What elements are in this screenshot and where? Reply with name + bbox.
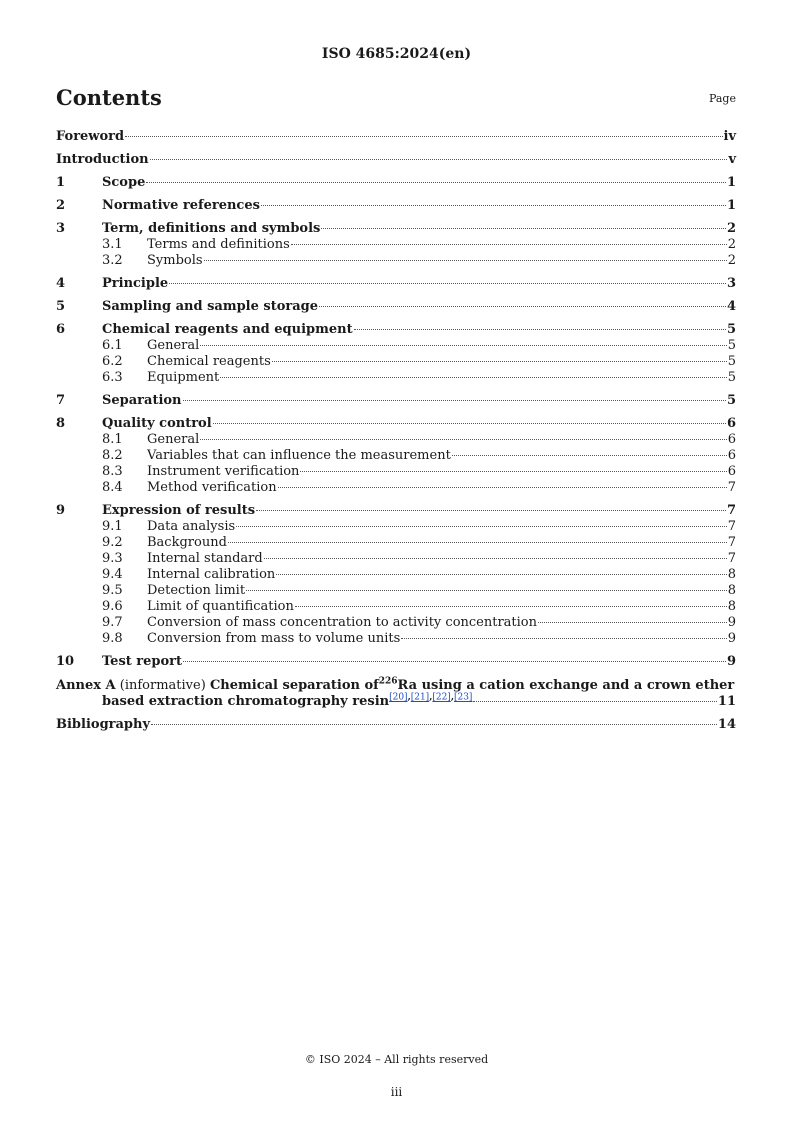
dot-leader — [291, 244, 727, 245]
toc-number: 3 — [56, 221, 66, 236]
toc-entry-9-1[interactable] — [56, 519, 736, 535]
toc-number: 9.8 — [102, 631, 123, 646]
toc-page: 5 — [726, 322, 736, 337]
citation-link[interactable]: [20] — [389, 692, 408, 703]
toc-number: 4 — [56, 276, 66, 291]
citation-link[interactable]: [21] — [410, 692, 430, 703]
toc-page: 7 — [726, 503, 736, 518]
toc-number: 9.4 — [102, 567, 123, 582]
dot-leader — [228, 542, 727, 543]
toc-title: Data analysis — [147, 519, 236, 534]
toc-page: 7 — [727, 519, 736, 534]
toc-title: Test report — [102, 654, 183, 669]
annex-superscript: 226 — [378, 676, 398, 687]
dot-leader — [146, 182, 726, 183]
toc-title: Chemical reagents — [147, 354, 271, 369]
toc-entry-8-4[interactable] — [56, 480, 736, 496]
dot-leader — [319, 306, 726, 307]
annex-label: Annex A — [56, 678, 116, 693]
toc-entry-9[interactable] — [56, 503, 736, 519]
toc-number: 8.1 — [102, 432, 123, 447]
toc-page: 6 — [727, 432, 736, 447]
annex-title-post: Ra using a cation exchange and a crown ether — [397, 678, 735, 693]
toc-title: Conversion of mass concentration to activity concentration — [147, 615, 538, 630]
toc-title: General — [147, 432, 200, 447]
toc-page: 8 — [727, 599, 736, 614]
toc-number: 5 — [56, 299, 66, 314]
toc-title: Conversion from mass to volume units — [147, 631, 401, 646]
toc-entry-9-6[interactable] — [56, 599, 736, 615]
toc-entry-8-1[interactable] — [56, 432, 736, 448]
dot-leader — [183, 661, 726, 662]
toc-number: 6.2 — [102, 354, 123, 369]
toc-title: Terms and definitions — [147, 237, 290, 252]
toc-title: Foreword — [56, 129, 125, 144]
toc-entry-6-1[interactable] — [56, 338, 736, 354]
toc-page: 5 — [727, 370, 736, 385]
dot-leader — [204, 260, 727, 261]
toc-entry-8-2[interactable] — [56, 448, 736, 464]
dot-leader — [538, 622, 727, 623]
toc-page: 5 — [726, 393, 736, 408]
toc-entry-annex-a-line2[interactable] — [56, 694, 736, 710]
toc-number: 8.2 — [102, 448, 123, 463]
dot-leader — [150, 159, 728, 160]
dot-leader — [183, 400, 726, 401]
toc-number: 6 — [56, 322, 66, 337]
toc-entry-6[interactable] — [56, 322, 736, 338]
dot-leader — [276, 574, 726, 575]
toc-entry-10[interactable] — [56, 654, 736, 670]
toc-title: Sampling and sample storage — [102, 299, 319, 314]
dot-leader — [278, 487, 727, 488]
toc-title: Chemical reagents and equipment — [102, 322, 353, 337]
table-of-contents — [56, 129, 736, 733]
citation-link[interactable]: [22] — [432, 692, 451, 703]
document-header: ISO 4685:2024(en) — [321, 46, 472, 62]
dot-leader — [473, 701, 716, 702]
toc-entry-7[interactable] — [56, 393, 736, 409]
toc-title: Normative references — [102, 198, 260, 213]
toc-entry-6-2[interactable] — [56, 354, 736, 370]
toc-page: iv — [723, 129, 736, 144]
toc-page: 5 — [727, 338, 736, 353]
toc-page: 6 — [727, 464, 736, 479]
toc-number: 9.6 — [102, 599, 123, 614]
toc-entry-3-2[interactable] — [56, 253, 736, 269]
toc-page: 9 — [727, 631, 736, 646]
toc-entry-9-7[interactable] — [56, 615, 736, 631]
page-column-label: Page — [708, 92, 736, 105]
copyright-footer: © ISO 2024 – All rights reserved — [304, 1053, 489, 1066]
dot-leader — [272, 361, 727, 362]
toc-title: Bibliography — [56, 717, 151, 732]
toc-entry-6-3[interactable] — [56, 370, 736, 386]
toc-number: 9.2 — [102, 535, 123, 550]
toc-page: 11 — [717, 694, 736, 709]
dot-leader — [213, 423, 726, 424]
toc-page: 2 — [727, 237, 736, 252]
toc-entry-4[interactable] — [56, 276, 736, 292]
toc-title: General — [147, 338, 200, 353]
dot-leader — [264, 558, 727, 559]
toc-number: 9.7 — [102, 615, 123, 630]
toc-number: 2 — [56, 198, 66, 213]
annex-title-line2: based extraction chromatography resin[20],[21],[22],[23] — [102, 692, 473, 709]
toc-title: Internal standard — [147, 551, 263, 566]
toc-entry-9-3[interactable] — [56, 551, 736, 567]
annex-title-pre: Chemical separation of — [209, 678, 379, 693]
toc-title: Principle — [102, 276, 169, 291]
toc-number: 3.1 — [102, 237, 123, 252]
toc-number: 8.3 — [102, 464, 123, 479]
dot-leader — [200, 345, 726, 346]
toc-title: Expression of results — [102, 503, 256, 518]
toc-page: 1 — [726, 175, 736, 190]
toc-entry-9-2[interactable] — [56, 535, 736, 551]
dot-leader — [200, 439, 726, 440]
toc-number: 3.2 — [102, 253, 123, 268]
toc-title: Introduction — [56, 152, 149, 167]
toc-number: 9.3 — [102, 551, 123, 566]
toc-entry-3[interactable] — [56, 221, 736, 237]
toc-page: 7 — [727, 551, 736, 566]
toc-entry-3-1[interactable] — [56, 237, 736, 253]
toc-page: 2 — [726, 221, 736, 236]
dot-leader — [295, 606, 727, 607]
dot-leader — [169, 283, 726, 284]
toc-title: Detection limit — [147, 583, 246, 598]
toc-number: 6.1 — [102, 338, 123, 353]
toc-page: 7 — [727, 480, 736, 495]
toc-entry-9-4[interactable] — [56, 567, 736, 583]
toc-title: Instrument verification — [147, 464, 300, 479]
toc-entry-bibliography[interactable] — [56, 717, 736, 733]
toc-number: 10 — [56, 654, 75, 669]
toc-entry-1[interactable] — [56, 175, 736, 191]
toc-title: Variables that can influence the measurement — [147, 448, 451, 463]
toc-page: 5 — [727, 354, 736, 369]
toc-title: Term, definitions and symbols — [102, 221, 321, 236]
toc-page: 2 — [727, 253, 736, 268]
toc-entry-introduction[interactable] — [56, 152, 736, 168]
toc-number: 8.4 — [102, 480, 123, 495]
toc-number: 9.5 — [102, 583, 123, 598]
dot-leader — [354, 329, 726, 330]
toc-entry-9-5[interactable] — [56, 583, 736, 599]
toc-page: 1 — [726, 198, 736, 213]
toc-number: 9 — [56, 503, 66, 518]
toc-page: 6 — [726, 416, 736, 431]
toc-title: Limit of quantification — [147, 599, 294, 614]
dot-leader — [151, 724, 717, 725]
toc-title: Internal calibration — [147, 567, 276, 582]
toc-title: Separation — [102, 393, 182, 408]
toc-entry-5[interactable] — [56, 299, 736, 315]
toc-entry-annex-a[interactable] — [56, 677, 736, 694]
dot-leader — [220, 377, 726, 378]
toc-number: 8 — [56, 416, 66, 431]
dot-leader — [321, 228, 726, 229]
toc-entry-foreword[interactable] — [56, 129, 736, 145]
toc-title: Method verification — [147, 480, 277, 495]
toc-number: 9.1 — [102, 519, 123, 534]
toc-page: 6 — [727, 448, 736, 463]
toc-title: Equipment — [147, 370, 220, 385]
toc-page: v — [728, 152, 736, 167]
citation-link[interactable]: [23] — [453, 692, 473, 703]
toc-entry-8-3[interactable] — [56, 464, 736, 480]
toc-number: 7 — [56, 393, 66, 408]
toc-number: 1 — [56, 175, 66, 190]
dot-leader — [236, 526, 727, 527]
toc-title: Scope — [102, 175, 146, 190]
dot-leader — [300, 471, 726, 472]
dot-leader — [261, 205, 726, 206]
dot-leader — [452, 455, 727, 456]
dot-leader — [401, 638, 726, 639]
toc-entry-8[interactable] — [56, 416, 736, 432]
toc-title: Background — [147, 535, 227, 550]
toc-page: 9 — [726, 654, 736, 669]
toc-number: 6.3 — [102, 370, 123, 385]
toc-page: 8 — [727, 567, 736, 582]
dot-leader — [125, 136, 722, 137]
page-title: Contents — [56, 85, 162, 110]
toc-page: 7 — [727, 535, 736, 550]
annex-informative: (informative) — [119, 678, 206, 693]
toc-page: 14 — [717, 717, 736, 732]
dot-leader — [246, 590, 727, 591]
toc-page: 3 — [726, 276, 736, 291]
toc-entry-2[interactable] — [56, 198, 736, 214]
toc-page: 9 — [727, 615, 736, 630]
page-number: iii — [390, 1085, 403, 1099]
toc-page: 4 — [726, 299, 736, 314]
toc-page: 8 — [727, 583, 736, 598]
toc-title: Quality control — [102, 416, 212, 431]
toc-title: Symbols — [147, 253, 203, 268]
dot-leader — [256, 510, 726, 511]
toc-entry-9-8[interactable] — [56, 631, 736, 647]
